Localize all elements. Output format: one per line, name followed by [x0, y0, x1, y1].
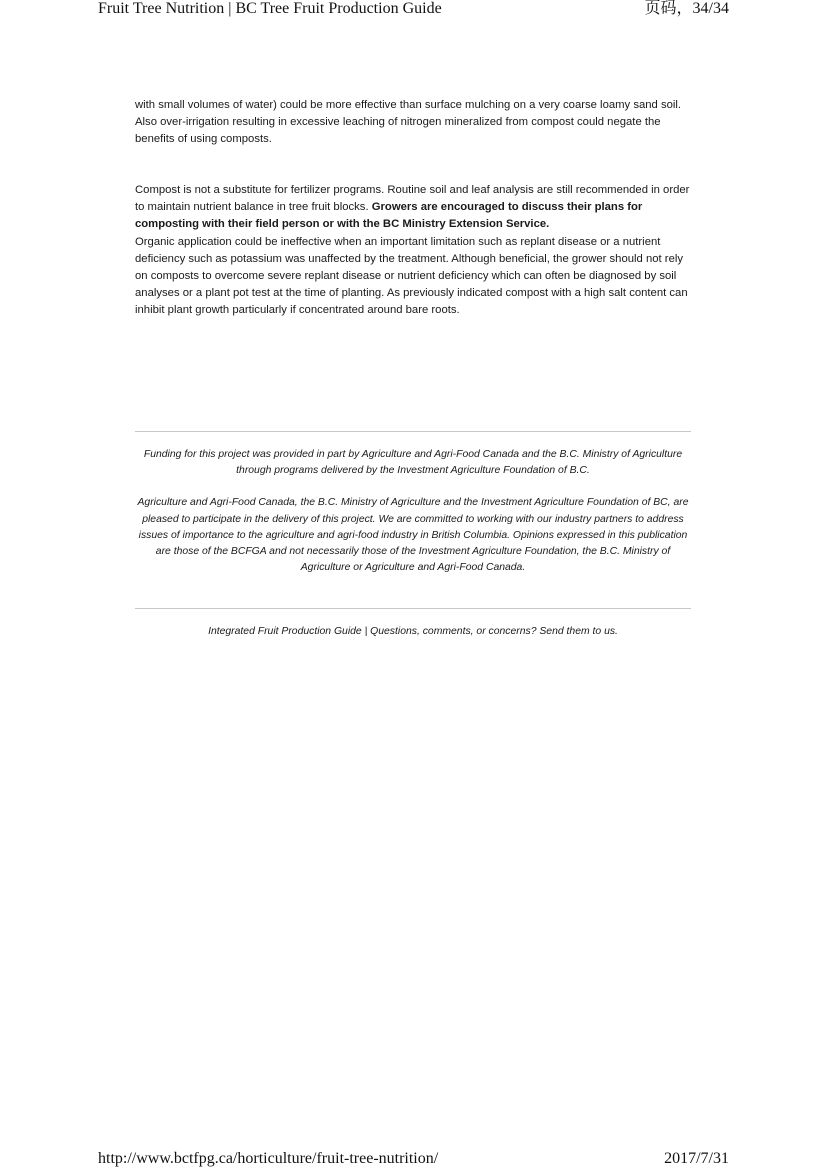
paragraph-compost-emphasis: Growers are encouraged to discuss their plans for composting with their field person or with the BC Ministry Extension Service. [135, 201, 643, 230]
print-footer-url: http://www.bctfpg.ca/horticulture/fruit-tree-nutrition/ [98, 1150, 439, 1167]
article-body [135, 97, 691, 319]
partners-statement: Agriculture and Agri-Food Canada, the B.C. Ministry of Agriculture and the Investment Agriculture Foundation of BC, are pleased to participate in the delivery of this project. We are committed to working with our industry partners to address issues of importance to the agriculture and agri-food industry in British Columbia. Opinions expressed in this publication are those of the BCFGA and not necessarily those of the Investment Agriculture Foundation, the B.C. Ministry of Agriculture or Agriculture and Agri-Food Canada. [137, 497, 689, 574]
guide-footer [135, 624, 691, 640]
funding-credits [135, 447, 691, 576]
guide-footer-link[interactable]: Integrated Fruit Production Guide | Questions, comments, or concerns? Send them to us. [208, 626, 618, 637]
print-header-page-indicator: 页码，34/34 [644, 0, 729, 17]
print-header-title: Fruit Tree Nutrition | BC Tree Fruit Production Guide [98, 0, 442, 17]
paragraph-compost-fertilizer [135, 182, 691, 233]
divider-bottom [135, 608, 691, 609]
paragraph-organic-application: Organic application could be ineffective when an important limitation such as replant disease or a nutrient deficiency such as potassium was unaffected by the treatment. Although beneficial, the grower should not rely on composts to overcome severe replant disease or nutrient deficiency which can often be diagnosed by soil analyses or a plant pot test at the time of planting. As previously indicated compost with a high salt content can inhibit plant growth particularly if concentrated around bare roots. [135, 236, 688, 316]
paragraph-compost-plain: Compost is not a substitute for fertilizer programs. Routine soil and leaf analysis are still recommended in order to maintain nutrient balance in tree fruit blocks. [135, 184, 690, 213]
print-footer-date: 2017/7/31 [664, 1150, 729, 1167]
funding-statement: Funding for this project was provided in part by Agriculture and Agri-Food Canada and the B.C. Ministry of Agriculture through programs delivered by the Investment Agriculture Foundation of B.C. [143, 449, 683, 477]
paragraph-mulching: with small volumes of water) could be more effective than surface mulching on a very coarse loamy sand soil. Also over-irrigation resulting in excessive leaching of nitrogen mineralized from compost could negate the benefits of using composts. [135, 99, 682, 145]
divider-top [135, 431, 691, 432]
